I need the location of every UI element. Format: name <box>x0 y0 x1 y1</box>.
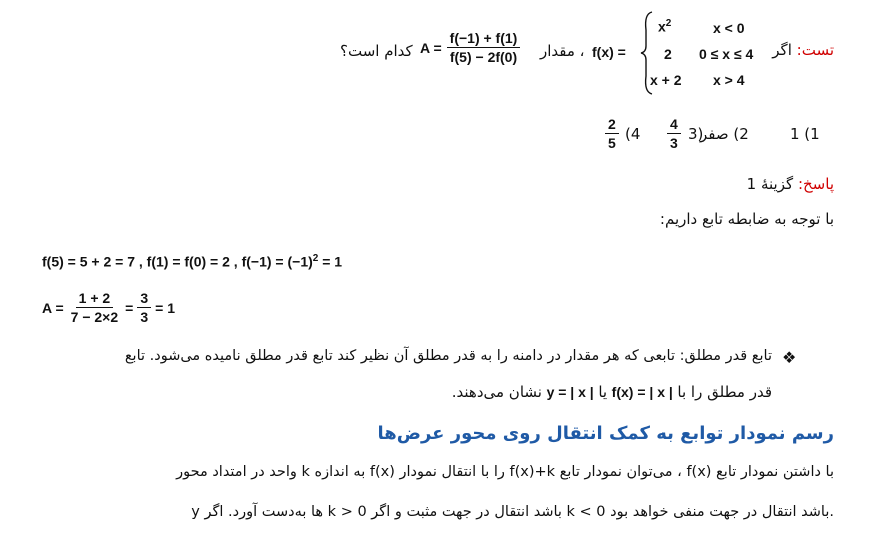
A-numerator: f(−1) + f(1) <box>447 30 521 48</box>
section-paragraph-line-2: y ها به‌دست آورد. اگر k > 0 باشد انتقال در جهت مثبت و اگر k < 0 باشد انتقال در جهت منفی خواهد بود. <box>191 504 834 520</box>
answer-A-lhs: A = <box>42 299 64 316</box>
option-3-label: 3) <box>688 125 704 143</box>
function-name: f(x) = <box>592 44 626 60</box>
question-tag: تست: <box>796 41 834 59</box>
A-denominator: f(5) − 2f(0) <box>449 49 518 65</box>
answer-line <box>747 175 834 193</box>
option-2: 2) صفر <box>700 125 749 143</box>
answer-A-calc <box>42 290 175 325</box>
answer-intro: با توجه به ضابطه تابع داریم: <box>659 210 834 228</box>
question-which-text: کدام است؟ <box>340 42 413 60</box>
question-value-text: ، مقدار <box>540 42 585 60</box>
calc-text: f(5) = 5 + 2 = 7 , f(1) = f(0) = 2 , f(−1) = (−1) <box>42 253 313 270</box>
answer-A-end: = 1 <box>155 299 175 316</box>
section-title: رسم نمودار توابع به کمک انتقال روی محور عرض‌ها <box>377 423 834 444</box>
abs-def-text-c: نشان می‌دهند. <box>451 383 542 401</box>
answer-A-num2: 3 <box>137 290 151 308</box>
case-3-expr: x + 2 <box>650 72 682 88</box>
answer-A-mid: = <box>125 299 134 316</box>
case-3-cond: x > 4 <box>713 72 745 88</box>
question-A-expression <box>420 30 520 65</box>
answer-A-num: 1 + 2 <box>76 290 114 308</box>
section-paragraph-line-1: با داشتن نمودار تابع f(x) ، می‌توان نمودار تابع f(x)+k را با انتقال نمودار f(x) به اندازه k واحد در امتداد محور <box>176 464 834 480</box>
option-3-den: 3 <box>670 135 678 151</box>
answer-A-den2: 3 <box>140 309 149 325</box>
case-1-cond: x < 0 <box>713 20 745 36</box>
abs-def-text-a: قدر مطلق را با <box>677 383 772 401</box>
option-4-num: 2 <box>605 116 619 134</box>
answer-calc-line <box>42 253 342 270</box>
answer-option: گزینهٔ 1 <box>746 175 794 193</box>
A-equals: A = <box>420 39 442 56</box>
abs-def-formula-2: y = | x | <box>546 384 594 400</box>
option-4-label: (4 <box>625 125 641 143</box>
answer-A-fraction <box>68 290 122 325</box>
abs-def-line-2 <box>452 383 772 401</box>
option-3-fraction <box>667 116 681 151</box>
question-label <box>772 41 834 59</box>
abs-def-formula-1: f(x) = | x | <box>611 384 673 400</box>
option-3-num: 4 <box>667 116 681 134</box>
case-2-cond: 0 ≤ x ≤ 4 <box>699 46 754 62</box>
option-1: 1 (1 <box>790 125 820 143</box>
calc-sup: 2 <box>312 253 319 264</box>
A-fraction <box>447 30 521 65</box>
answer-tag: پاسخ: <box>797 175 834 193</box>
abs-def-line-1: تابع قدر مطلق: تابعی که هر مقدار در دامنه را به قدر مطلق آن نظیر کند تابع قدر مطلق نامیده می‌شود. تابع <box>124 348 772 364</box>
calc-end: = 1 <box>318 253 343 270</box>
case-1-expr: $x^2$ <box>658 18 672 35</box>
bullet-icon: ❖ <box>782 348 797 367</box>
question-if: اگر <box>772 41 792 59</box>
abs-def-text-b: یا <box>598 383 608 401</box>
answer-A-fraction-2 <box>137 290 151 325</box>
option-4-fraction <box>605 116 619 151</box>
option-4-den: 5 <box>608 135 616 151</box>
answer-A-den: 7 − 2×2 <box>70 309 119 325</box>
case-2-expr: 2 <box>664 46 672 62</box>
